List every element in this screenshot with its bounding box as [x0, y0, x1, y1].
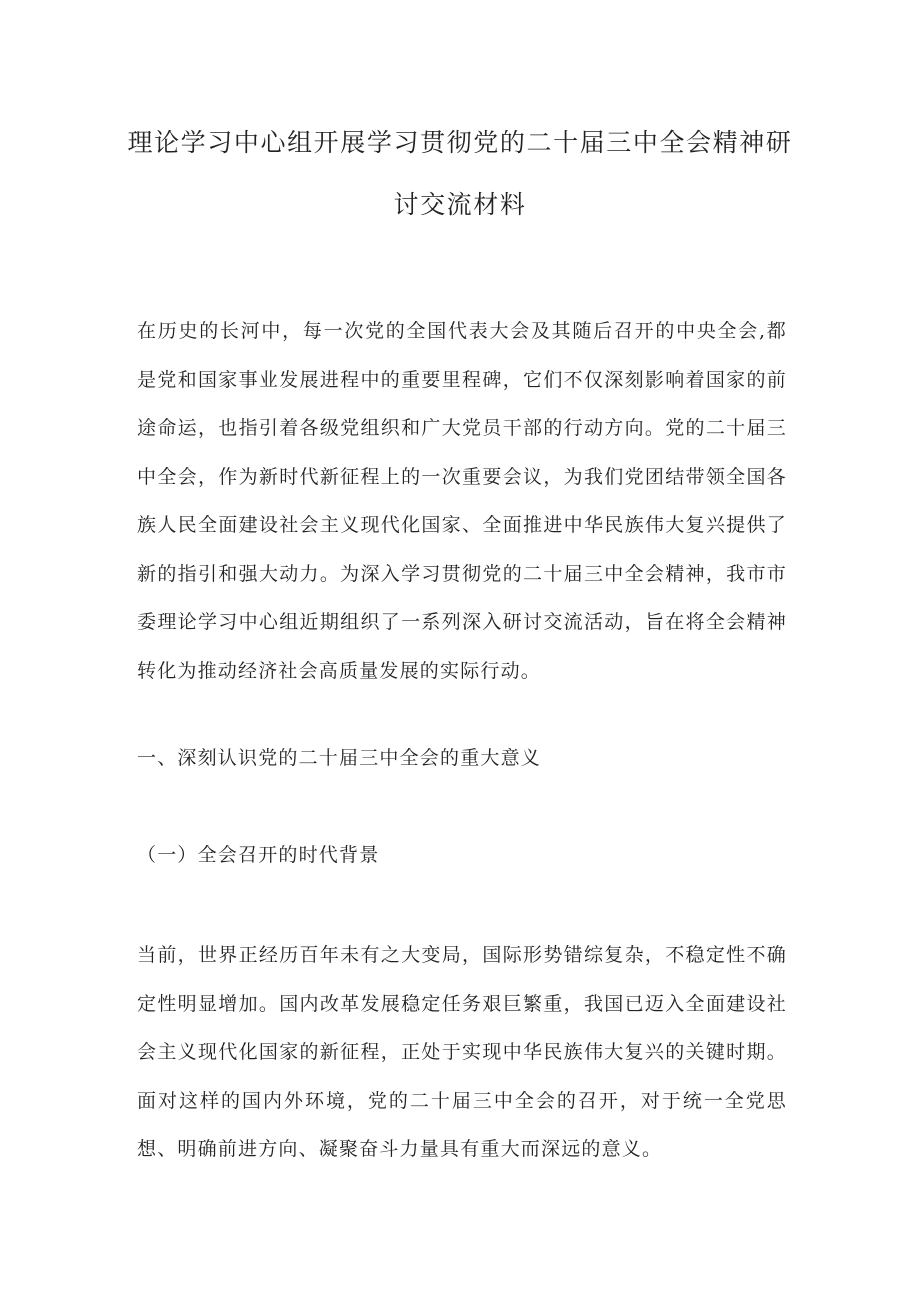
document-title-line-2: 讨交流材料: [393, 190, 527, 219]
section-1-heading: 一、深刻认识党的二十届三中全会的重大意义: [137, 747, 542, 769]
subsection-1-heading: （一）全会召开的时代背景: [137, 844, 380, 866]
subsection-1-paragraph: 当前，世界正经历百年未有之大变局，国际形势错综复杂，不稳定性不确定性明显增加。国内改革发展稳定任务艰巨繁重，我国已迈入全面建设社会主义现代化国家的新征程，正处于实现中华民族伟大复兴的关键时期。面对这样的国内外环境，党的二十届三中全会的召开，对于统一全党思想、明确前进方向、凝聚奋斗力量具有重大而深远的意义。: [137, 944, 787, 1160]
intro-paragraph: 在历史的长河中，每一次党的全国代表大会及其随后召开的中央全会,都是党和国家事业发展进程中的重要里程碑，它们不仅深刻影响着国家的前途命运，也指引着各级党组织和广大党员干部的行动方向。党的二十届三中全会，作为新时代新征程上的一次重要会议，为我们党团结带领全国各族人民全面建设社会主义现代化国家、全面推进中华民族伟大复兴提供了新的指引和强大动力。为深入学习贯彻党的二十届三中全会精神，我市市委理论学习中心组近期组织了一系列深入研讨交流活动，旨在将全会精神转化为推动经济社会高质量发展的实际行动。: [137, 320, 787, 682]
document-title-line-1: 理论学习中心组开展学习贯彻党的二十届三中全会精神研: [127, 128, 793, 157]
